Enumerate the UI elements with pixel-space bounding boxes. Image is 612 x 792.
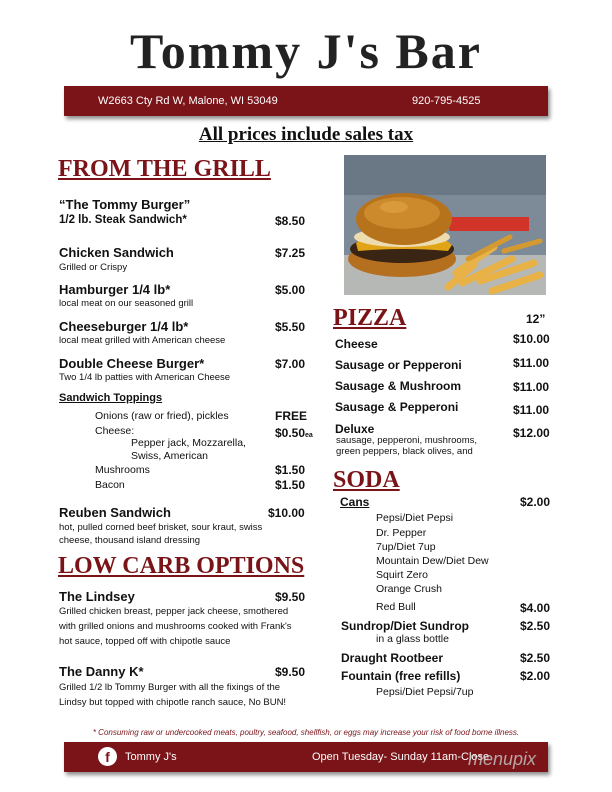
soda-redbull: Red Bull [376,601,416,613]
topping-cheese: Cheese: [95,425,135,437]
lindsey-desc-3: hot sauce, topped off with chipotle sauce [59,636,231,647]
soda-flavor: Pepsi/Diet Pepsi [376,512,454,524]
soda-flavor: Mountain Dew/Diet Dew [376,555,489,567]
tommy-burger-price: $8.50 [275,214,306,228]
hamburger-desc: local meat on our seasoned grill [59,298,194,309]
pizza-cheese-price: $10.00 [513,332,550,346]
danny-k-desc-1: Grilled 1/2 lb Tommy Burger with all the fixings of the [59,682,281,693]
danny-k-price: $9.50 [275,665,306,679]
reuben-desc-1: hot, pulled corned beef brisket, sour kraut, swiss [59,522,263,533]
pizza-sausage-pepperoni-name: Sausage & Pepperoni [335,400,459,414]
double-cheeseburger-desc: Two 1/4 lb patties with American Cheese [59,372,231,383]
pizza-sausage-mushroom-name: Sausage & Mushroom [335,379,462,393]
hamburger-price: $5.00 [275,283,306,297]
hours: Open Tuesday- Sunday 11am-Close [312,751,490,763]
soda-cans: Cans [340,495,370,509]
danny-k-desc-2: Lindsy but topped with chipotle ranch sauce, No BUN! [59,697,287,708]
pizza-size: 12” [526,312,546,326]
contact-banner [64,86,548,116]
lindsey-desc-2: with grilled onions and mushrooms cooked with Frank's [59,621,292,632]
phone: 920-795-4525 [412,95,481,107]
soda-heading: SODA [333,467,400,493]
topping-onions: Onions (raw or fried), pickles [95,410,229,422]
cheese-options-1: Pepper jack, Mozzarella, [131,437,246,449]
lowcarb-heading: LOW CARB OPTIONS [58,553,305,579]
lindsey-name: The Lindsey [59,589,135,604]
soda-flavor: Orange Crush [376,583,442,595]
topping-bacon-price: $1.50 [275,478,306,492]
reuben-desc-2: cheese, thousand island dressing [59,535,201,546]
topping-cheese-price-group [275,424,313,442]
pizza-sausage-mushroom-price: $11.00 [513,380,550,394]
pizza-sausage-or-pepperoni-name: Sausage or Pepperoni [335,358,462,372]
soda-fountain: Fountain (free refills) [341,669,461,683]
double-cheeseburger-price: $7.00 [275,357,306,371]
topping-cheese-price: $0.50 [275,426,306,440]
soda-sundrop: Sundrop/Diet Sundrop [341,619,469,633]
soda-redbull-price: $4.00 [520,601,551,615]
pizza-deluxe-desc-2: green peppers, black olives, and [336,446,473,457]
address: W2663 Cty Rd W, Malone, WI 53049 [98,95,278,107]
page-title: Tommy J's Bar [130,23,482,79]
cheese-options-2: Swiss, American [131,450,209,462]
hamburger-name: Hamburger 1/4 lb* [59,282,171,297]
pizza-heading: PIZZA [333,305,407,331]
reuben-name: Reuben Sandwich [59,505,171,520]
topping-onions-price: FREE [275,409,308,423]
tax-note: All prices include sales tax [198,124,414,145]
topping-mushrooms: Mushrooms [95,464,150,476]
cheeseburger-price: $5.50 [275,320,306,334]
facebook-icon[interactable]: f [98,747,117,766]
pizza-deluxe-desc-1: sausage, pepperoni, mushrooms, [336,435,477,446]
grill-heading: FROM THE GRILL [58,156,271,182]
burger-fries-illustration [344,155,546,295]
pizza-deluxe-name: Deluxe [335,422,375,436]
double-cheeseburger-name: Double Cheese Burger* [59,356,205,371]
soda-flavor: Dr. Pepper [376,527,427,539]
reuben-price: $10.00 [268,506,305,520]
soda-cans-price: $2.00 [520,495,551,509]
toppings-heading: Sandwich Toppings [59,392,163,404]
topping-mushrooms-price: $1.50 [275,463,306,477]
topping-cheese-each: ea [305,432,313,439]
pizza-cheese-name: Cheese [335,337,378,351]
disclaimer: * Consuming raw or undercooked meats, poultry, seafood, shellfish, or eggs may increase your risk of food borne illness. [92,728,520,737]
pizza-deluxe-price: $12.00 [513,426,550,440]
soda-sundrop-price: $2.50 [520,619,551,633]
soda-sundrop-note: in a glass bottle [376,633,449,645]
danny-k-name: The Danny K* [59,664,144,679]
lindsey-desc-1: Grilled chicken breast, pepper jack cheese, smothered [59,606,289,617]
chicken-sandwich-price: $7.25 [275,246,306,260]
soda-flavor: Squirt Zero [376,569,428,581]
facebook-name: Tommy J's [125,751,177,763]
chicken-sandwich-desc: Grilled or Crispy [59,262,128,273]
soda-rootbeer: Draught Rootbeer [341,651,443,665]
cheeseburger-desc: local meat grilled with American cheese [59,335,226,346]
pizza-sausage-pepperoni-price: $11.00 [513,403,550,417]
soda-flavor: 7up/Diet 7up [376,541,436,553]
soda-rootbeer-price: $2.50 [520,651,551,665]
watermark-logo: menupix [468,749,537,769]
soda-fountain-flavors: Pepsi/Diet Pepsi/7up [376,686,474,698]
soda-fountain-price: $2.00 [520,669,551,683]
cheeseburger-name: Cheeseburger 1/4 lb* [59,319,189,334]
tommy-burger-subname: 1/2 lb. Steak Sandwich* [59,214,187,226]
topping-bacon: Bacon [95,479,125,491]
pizza-sausage-or-pepperoni-price: $11.00 [513,356,550,370]
chicken-sandwich-name: Chicken Sandwich [59,245,174,260]
burger-photo [344,155,546,295]
tommy-burger-name: “The Tommy Burger” [59,197,191,212]
lindsey-price: $9.50 [275,590,306,604]
